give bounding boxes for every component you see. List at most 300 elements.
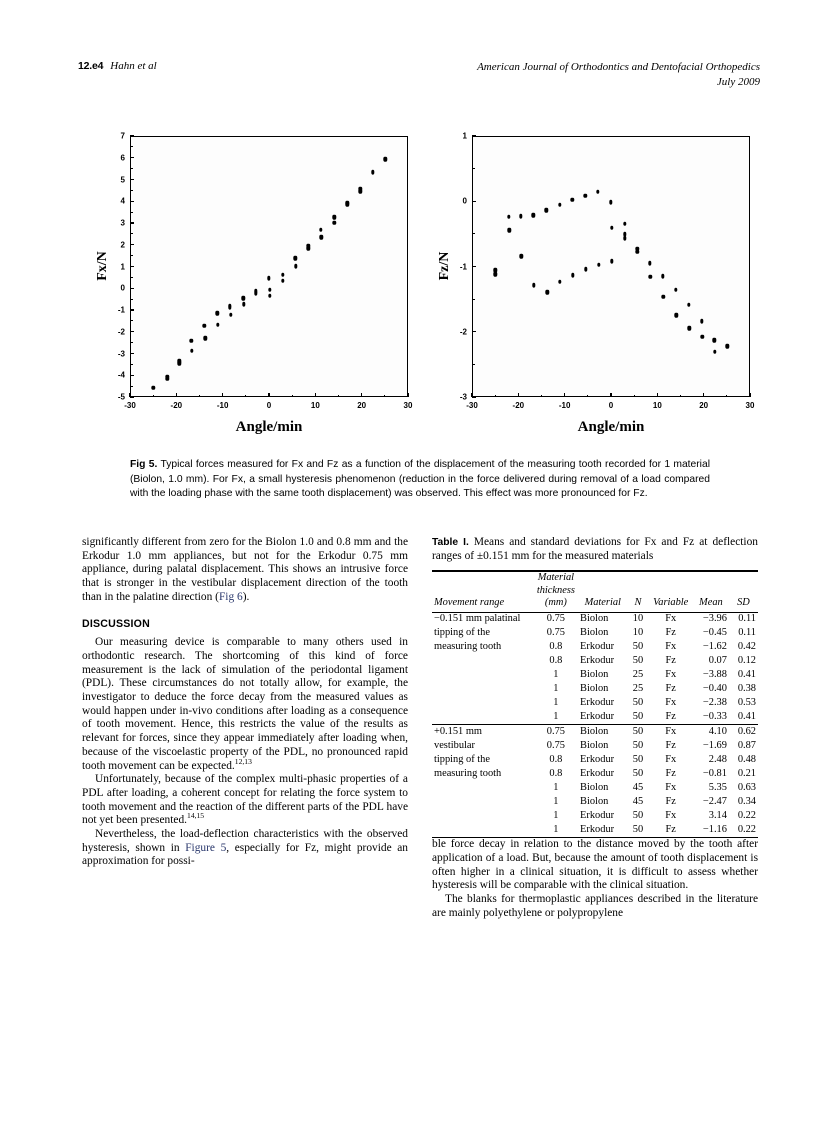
cell-mean: −0.40	[702, 683, 727, 695]
cell-sd: 0.62	[729, 725, 758, 739]
cell-n: 50	[632, 697, 644, 709]
y-axis-tick	[130, 157, 134, 158]
data-point	[203, 323, 206, 328]
data-point	[688, 326, 691, 331]
data-point	[177, 361, 180, 366]
x-axis-tick	[222, 393, 223, 397]
table-label: Table I.	[432, 537, 469, 548]
x-axis-tick-label: 10	[310, 401, 320, 410]
data-point	[610, 225, 613, 230]
data-point	[241, 296, 244, 301]
data-point	[674, 287, 677, 292]
data-point	[371, 170, 374, 175]
table-row	[432, 641, 758, 655]
data-point	[294, 264, 297, 269]
y-axis-tick-label: -2	[117, 327, 125, 337]
y-axis-minor-tick	[130, 233, 133, 234]
cell-n: 50	[632, 809, 644, 821]
cell-n: 50	[632, 767, 644, 779]
cell-material: Biolon	[580, 781, 609, 793]
cell-variable: Fz	[665, 740, 676, 752]
cell-movement-range	[432, 809, 534, 823]
data-point	[307, 246, 310, 251]
cell-n: 10	[627, 612, 648, 626]
cell-variable: Fx	[665, 697, 677, 709]
data-point	[609, 200, 612, 205]
cell-material: Biolon	[578, 612, 627, 626]
plot-area	[472, 136, 750, 397]
y-axis-tick-label: -1	[117, 305, 125, 315]
cell-sd: 0.53	[737, 697, 756, 709]
x-axis-minor-tick	[587, 395, 588, 398]
x-axis-tick-label: 20	[357, 401, 367, 410]
table-caption-text: Means and standard deviations for Fx and Fz at deflection ranges of ±0.151 mm for the measured materials	[432, 536, 758, 562]
para-2-text: Our measuring device is comparable to many others used in orthodontic research. The shortcoming of this kind of force measurement is the lack of simulation of the periodontal ligament (PDL). These circumstances do not totally allow, for example, the investigator to deduce the force decay from the measured values as would happen under in-vivo conditions after loading as a consequence of tooth movement. Hence, this restricts the value of the results as relevant for forces, since they appear immediately after loading when, because of the viscoelastic property of the PDL, no pronounced rapid tooth movement can be expected.	[82, 636, 408, 772]
y-axis-tick-label: 7	[120, 131, 125, 141]
cell-mean: −0.81	[702, 767, 727, 779]
data-point	[713, 338, 716, 343]
data-point	[242, 302, 245, 307]
y-axis-minor-tick	[130, 299, 133, 300]
data-point	[649, 274, 652, 279]
cell-material: Erkodur	[580, 641, 615, 653]
x-axis-title: Angle/min	[577, 419, 645, 435]
x-axis-tick-label: -10	[558, 401, 571, 410]
y-axis-minor-tick	[130, 168, 133, 169]
cell-variable: Fz	[665, 627, 676, 639]
y-axis-tick-label: 5	[120, 175, 125, 184]
para-4-text-a: Nevertheless, the load-deflection characteristics with the observed hysteresis, shown in	[82, 828, 408, 854]
cell-material: Biolon	[580, 683, 609, 695]
y-axis-tick-label: -5	[117, 392, 125, 402]
cell-material: Erkodur	[580, 711, 615, 723]
th-material-thickness	[534, 571, 578, 612]
paragraph-right-1: ble force decay in relation to the distance moved by the tooth after application of a load. But, because the amount of tooth displacement is often higher in a clinical situation, it is difficult to assess whether hysteresis will be comparable with the clinical situation.	[432, 838, 758, 892]
cell-movement-range: tipping of the	[434, 627, 490, 639]
cell-mean: −3.96	[693, 612, 729, 626]
cell-material: Biolon	[580, 627, 609, 639]
cell-movement-range: +0.151 mm	[432, 725, 534, 739]
cell-movement-range: measuring tooth	[434, 767, 502, 779]
cell-n: 45	[632, 781, 644, 793]
y-axis-tick	[130, 135, 134, 136]
x-axis-tick-label: 10	[652, 401, 662, 410]
x-axis-tick	[703, 393, 704, 397]
figure-label: Fig 5.	[130, 459, 158, 470]
th-variable: Variable	[649, 571, 693, 612]
y-axis-minor-tick	[130, 190, 133, 191]
data-point	[228, 305, 231, 310]
y-axis-tick	[130, 309, 134, 310]
table-row	[432, 612, 758, 626]
running-head-right	[477, 60, 760, 90]
table-row	[432, 669, 758, 683]
cell-n: 50	[632, 740, 644, 752]
y-axis-tick-label: 2	[120, 240, 125, 250]
table-row	[432, 795, 758, 809]
cell-thickness: 1	[553, 697, 559, 709]
data-point	[507, 214, 510, 219]
cell-movement-range: tipping of the	[434, 754, 490, 765]
y-axis-tick	[472, 331, 476, 332]
y-axis-tick-label: 3	[120, 218, 125, 228]
data-point	[190, 348, 193, 353]
data-point	[494, 272, 497, 277]
data-point	[507, 228, 510, 233]
cell-sd: 0.41	[737, 711, 756, 723]
cell-mean: −2.47	[702, 795, 727, 807]
table-row	[432, 823, 758, 837]
cell-variable: Fx	[665, 669, 677, 681]
cell-mean: 5.35	[708, 781, 727, 793]
x-axis-tick-label: 20	[699, 401, 709, 410]
data-point	[596, 190, 599, 195]
data-point	[571, 273, 574, 278]
data-point	[359, 189, 362, 194]
data-point	[203, 336, 206, 341]
y-axis-minor-tick	[130, 212, 133, 213]
cell-sd: 0.63	[737, 781, 756, 793]
cell-sd: 0.34	[737, 795, 756, 807]
cell-n: 25	[632, 683, 644, 695]
data-point	[215, 311, 218, 316]
th-movement-range: Movement range	[432, 571, 534, 612]
data-point	[268, 293, 271, 298]
cell-material: Biolon	[580, 795, 609, 807]
data-point	[519, 214, 522, 219]
y-axis-minor-tick	[472, 168, 475, 169]
th-n: N	[627, 571, 648, 612]
y-axis-minor-tick	[130, 277, 133, 278]
data-point	[623, 221, 626, 226]
cell-material: Erkodur	[580, 697, 615, 709]
cell-variable: Fz	[649, 823, 693, 837]
cell-sd: 0.87	[737, 740, 756, 752]
figure-caption	[130, 458, 710, 502]
running-head-left	[78, 60, 157, 72]
cell-sd: 0.48	[737, 754, 756, 765]
x-axis-tick-label: 30	[403, 401, 413, 410]
x-axis-minor-tick	[199, 395, 200, 398]
table-row	[432, 767, 758, 781]
y-axis-tick	[472, 135, 476, 136]
y-axis-tick-label: -3	[459, 392, 467, 402]
cell-mean: −1.16	[693, 823, 729, 837]
cell-n: 50	[632, 711, 644, 723]
section-heading-discussion: DISCUSSION	[82, 617, 150, 630]
y-axis-tick	[472, 266, 476, 267]
data-point	[584, 267, 587, 272]
data-point	[532, 213, 535, 218]
cell-variable: Fx	[665, 781, 677, 793]
cell-thickness: 0.75	[546, 627, 565, 639]
cell-mean: −0.45	[702, 627, 727, 639]
y-axis-tick-label: -4	[117, 370, 125, 380]
chart-fx	[86, 126, 416, 444]
body-column-right	[432, 536, 758, 920]
y-axis-tick-label: 0	[462, 196, 467, 206]
data-point	[700, 319, 703, 324]
y-axis-tick	[130, 353, 134, 354]
paragraph-right-2: The blanks for thermoplastic appliances described in the literature are mainly polyethylene or polypropylene	[432, 892, 758, 919]
cell-n: 45	[632, 795, 644, 807]
data-point	[545, 208, 548, 213]
cell-mean: −3.88	[702, 669, 727, 681]
y-axis-minor-tick	[472, 299, 475, 300]
cell-sd: 0.42	[737, 641, 756, 653]
y-axis-tick-label: -3	[117, 349, 125, 358]
x-axis-minor-tick	[153, 395, 154, 398]
data-point	[281, 273, 284, 278]
cell-movement-range: measuring tooth	[434, 641, 502, 653]
cell-thickness: 0.8	[549, 754, 563, 765]
cell-material: Erkodur	[578, 823, 627, 837]
plot-area	[130, 136, 408, 397]
x-axis-tick	[407, 393, 408, 397]
cell-thickness: 0.8	[549, 767, 563, 779]
cell-sd: 0.21	[737, 767, 756, 779]
y-axis-tick-label: 1	[462, 131, 467, 141]
data-point	[648, 261, 651, 266]
y-axis-minor-tick	[130, 255, 133, 256]
cell-movement-range	[432, 696, 534, 710]
y-axis-tick	[130, 179, 134, 180]
y-axis-minor-tick	[130, 386, 133, 387]
x-axis-tick	[471, 393, 472, 397]
th-thickness-line2: thickness	[536, 584, 575, 596]
running-head-authors: Hahn et al	[110, 60, 157, 72]
x-axis-tick	[268, 393, 269, 397]
x-axis-tick	[610, 393, 611, 397]
data-point	[675, 313, 678, 318]
para-1-end: ).	[242, 590, 250, 603]
cell-sd: 0.11	[729, 612, 758, 626]
data-point	[229, 312, 232, 317]
cell-mean: 4.10	[693, 725, 729, 739]
y-axis-tick	[130, 375, 134, 376]
table-row	[432, 696, 758, 710]
th-mean: Mean	[693, 571, 729, 612]
figure-caption-text: Typical forces measured for Fx and Fz as a function of the displacement of the measuring tooth recorded for 1 material (Biolon, 1.0 mm). For Fx, a small hysteresis phenomenon (reduction in the force delivered during removal of a load compared with the loading phase with the same tooth displacement) was observed. This effect was more pronounced for Fz.	[130, 459, 710, 500]
cell-material: Biolon	[578, 725, 627, 739]
para-3-text: Unfortunately, because of the complex multi-phasic properties of a PDL after loading, a coherent concept for relating the force system to tooth movement and the reaction of the different parts of the PDL have not yet been presented.	[82, 773, 408, 827]
data-point	[713, 349, 716, 354]
table-caption	[432, 536, 758, 563]
data-point	[384, 157, 387, 162]
cell-material: Erkodur	[580, 754, 615, 765]
cell-movement-range	[432, 682, 534, 696]
cell-material: Erkodur	[580, 809, 615, 821]
cell-mean: −2.38	[702, 697, 727, 709]
data-point	[558, 203, 561, 208]
y-axis-tick-label: -2	[459, 327, 467, 337]
cell-material: Biolon	[580, 740, 609, 752]
cell-variable: Fz	[665, 711, 676, 723]
cell-thickness: 0.8	[549, 641, 563, 653]
data-point	[558, 280, 561, 285]
data-point	[583, 193, 586, 198]
cell-n: 10	[632, 627, 644, 639]
cell-material: Biolon	[580, 669, 609, 681]
cell-mean: 3.14	[708, 809, 727, 821]
data-point	[636, 250, 639, 255]
x-axis-tick-label: -20	[170, 401, 183, 410]
x-axis-minor-tick	[680, 395, 681, 398]
cell-variable: Fx	[649, 725, 693, 739]
x-axis-tick	[361, 393, 362, 397]
table-row	[432, 739, 758, 753]
page-folio: 12.e4	[78, 60, 104, 72]
y-axis-tick-label: 6	[120, 153, 125, 163]
cell-material: Erkodur	[580, 655, 615, 667]
th-material: Material	[578, 571, 627, 612]
journal-title: American Journal of Orthodontics and Dentofacial Orthopedics	[477, 61, 760, 73]
table-row	[432, 753, 758, 767]
cell-variable: Fz	[665, 655, 676, 667]
x-axis-minor-tick	[245, 395, 246, 398]
cell-variable: Fx	[665, 641, 677, 653]
cell-variable: Fz	[665, 767, 676, 779]
data-point	[281, 278, 284, 283]
y-axis-minor-tick	[472, 233, 475, 234]
x-axis-minor-tick	[495, 395, 496, 398]
cell-thickness: 1	[553, 781, 559, 793]
y-axis-tick-label: -1	[459, 262, 467, 271]
x-axis-minor-tick	[384, 395, 385, 398]
table-means-sd	[432, 570, 758, 838]
y-axis-title: Fx/N	[95, 250, 110, 281]
y-axis-minor-tick	[130, 146, 133, 147]
cell-movement-range	[432, 669, 534, 683]
cell-thickness: 1	[534, 823, 578, 837]
cell-n: 50	[632, 655, 644, 667]
cell-thickness: 1	[553, 809, 559, 821]
x-axis-tick-label: -10	[216, 401, 229, 410]
y-axis-tick	[130, 266, 134, 267]
th-thickness-line1: Material	[537, 572, 575, 584]
data-point	[519, 254, 522, 259]
th-sd: SD	[729, 571, 758, 612]
cell-n: 50	[627, 823, 648, 837]
data-point	[597, 263, 600, 268]
cell-thickness: 1	[553, 683, 559, 695]
cell-material: Erkodur	[580, 767, 615, 779]
y-axis-tick-label: 1	[120, 262, 125, 271]
table-body	[432, 612, 758, 838]
data-point	[545, 290, 548, 295]
data-point	[687, 302, 690, 307]
table-row	[432, 781, 758, 795]
y-axis-tick	[130, 244, 134, 245]
cell-sd: 0.22	[729, 823, 758, 837]
data-point	[216, 322, 219, 327]
data-point	[623, 236, 626, 241]
x-axis-tick-label: 0	[266, 401, 272, 410]
data-point	[267, 276, 270, 281]
x-axis-minor-tick	[541, 395, 542, 398]
para-1-text: significantly different from zero for the Biolon 1.0 and 0.8 mm and the Erkodur 1.0 mm appliances, but not for the Erkodur 0.75 mm appliance, during palatal displacement. This shows an intrusive force that is stronger in the vestibular displacement direction of the tooth than in the palatine direction (	[82, 536, 408, 603]
cell-variable: Fx	[649, 612, 693, 626]
data-point	[165, 377, 168, 382]
data-point	[294, 256, 297, 261]
y-axis-tick	[472, 201, 476, 202]
x-axis-tick-label: -30	[124, 401, 136, 410]
data-point	[190, 339, 193, 344]
issue-date: July 2009	[716, 76, 760, 88]
xref-fig-6[interactable]: Fig 6	[218, 590, 243, 603]
y-axis-tick-label: 4	[120, 196, 125, 206]
cell-thickness: 0.8	[549, 655, 563, 667]
xref-figure-5[interactable]: Figure 5	[185, 841, 227, 854]
data-point	[152, 385, 155, 390]
data-point	[701, 334, 704, 339]
cell-mean: 0.07	[708, 655, 727, 667]
cell-thickness: 0.75	[534, 725, 578, 739]
cell-n: 50	[632, 641, 644, 653]
paragraph-discussion-2	[82, 773, 408, 828]
figure-5	[78, 126, 760, 444]
paragraph-discussion-3	[82, 828, 408, 869]
cell-mean: −1.69	[702, 740, 727, 752]
paragraph-continuation	[82, 536, 408, 605]
cell-movement-range: vestibular	[434, 740, 475, 752]
cell-movement-range	[432, 795, 534, 809]
cell-n: 50	[632, 754, 644, 765]
para-4-text-b: , especially for Fz, might provide an approximation for possi-	[82, 841, 408, 868]
x-axis-tick-label: -30	[466, 401, 478, 410]
table-row	[432, 682, 758, 696]
body-column-left	[82, 536, 408, 869]
cell-sd: 0.41	[737, 669, 756, 681]
cell-thickness: 1	[553, 795, 559, 807]
table-row	[432, 809, 758, 823]
cell-n: 25	[632, 669, 644, 681]
x-axis-tick	[518, 393, 519, 397]
cell-mean: 2.48	[708, 754, 727, 765]
reference-marker[interactable]: 12,13	[234, 756, 252, 766]
y-axis-minor-tick	[130, 342, 133, 343]
x-axis-tick	[564, 393, 565, 397]
table-row	[432, 710, 758, 724]
y-axis-minor-tick	[130, 320, 133, 321]
chart-fz	[428, 126, 758, 444]
y-axis-tick-label: 0	[120, 283, 125, 293]
data-point	[610, 259, 613, 264]
cell-mean: −0.33	[702, 711, 727, 723]
cell-variable: Fx	[665, 809, 677, 821]
cell-variable: Fz	[665, 795, 676, 807]
cell-movement-range	[432, 655, 534, 669]
x-axis-tick	[749, 393, 750, 397]
reference-marker[interactable]: 14,15	[187, 811, 205, 821]
data-point	[319, 228, 322, 233]
cell-sd: 0.12	[737, 655, 756, 667]
data-point	[661, 274, 664, 279]
x-axis-minor-tick	[338, 395, 339, 398]
data-point	[346, 202, 349, 207]
cell-movement-range	[432, 781, 534, 795]
y-axis-minor-tick	[130, 364, 133, 365]
cell-thickness: 0.75	[546, 740, 565, 752]
cell-variable: Fx	[665, 754, 677, 765]
table-row	[432, 725, 758, 739]
cell-sd: 0.38	[737, 683, 756, 695]
cell-sd: 0.22	[737, 809, 756, 821]
x-axis-tick	[657, 393, 658, 397]
data-point	[570, 197, 573, 202]
x-axis-minor-tick	[634, 395, 635, 398]
x-axis-tick	[129, 393, 130, 397]
